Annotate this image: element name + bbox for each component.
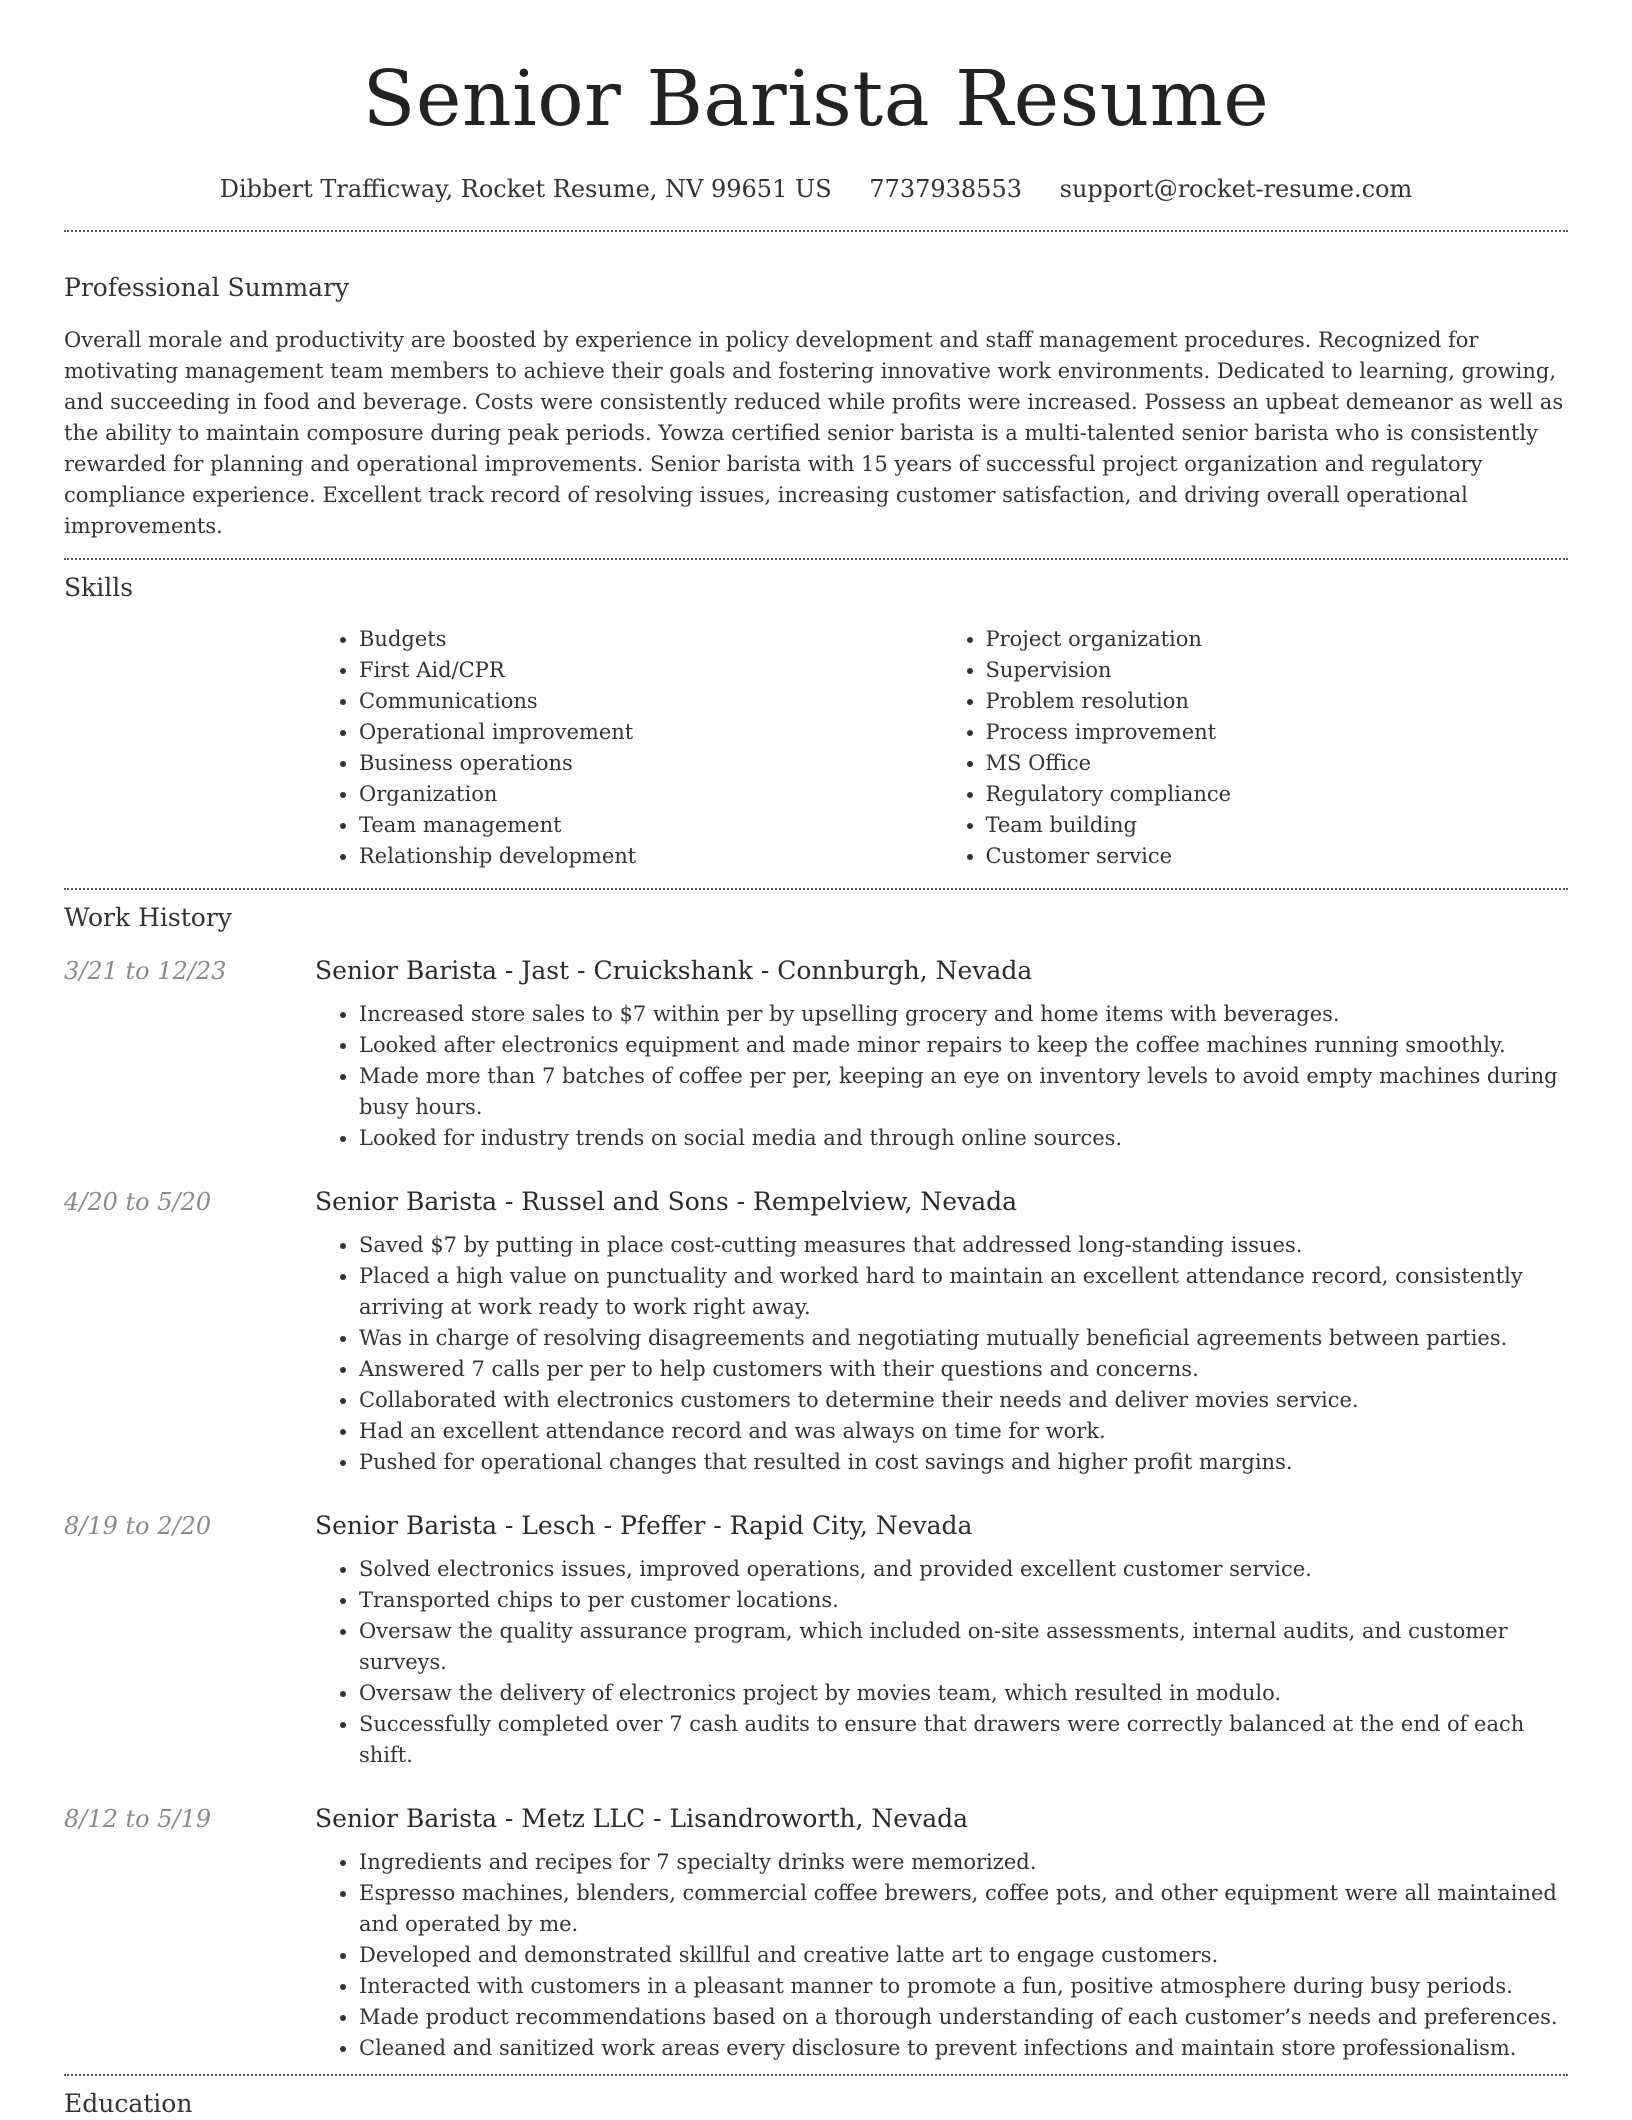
summary-section: [64, 272, 1568, 542]
contact-phone: 7737938553: [869, 175, 1022, 203]
summary-text: Overall morale and productivity are boosted by experience in policy development and staff management procedures. Recognized for motivating management team members to achieve their goals and fostering innovative work environments. Dedicated to learning, growing, and succeeding in food and beverage. Costs were consistently reduced while profits were increased. Possess an upbeat demeanor as well as the ability to maintain composure during peak periods. Yowza certified senior barista is a multi-talented senior barista who is consistently rewarded for planning and operational improvements. Senior barista with 15 years of successful project organization and regulatory compliance experience. Excellent track record of resolving issues, increasing customer satisfaction, and driving overall operational improvements.: [64, 328, 1564, 538]
job-bullets: [315, 999, 1568, 1154]
resume-title: Senior Barista Resume: [362, 55, 1270, 144]
job-bullet: • Developed and demonstrated skillful and creative latte art to engage customers.: [359, 1940, 1568, 1971]
job-bullet: • Oversaw the quality assurance program, which included on-site assessments, internal audits, and customer surveys.: [359, 1616, 1568, 1678]
job-bullets: [315, 1847, 1568, 2064]
job-bullet: • Was in charge of resolving disagreements and negotiating mutually beneficial agreements between parties.: [359, 1323, 1568, 1354]
work-section: [64, 902, 1568, 2064]
job-bullet: • Solved electronics issues, improved operations, and provided excellent customer service.: [359, 1554, 1568, 1585]
job-bullet: • Answered 7 calls per per to help customers with their questions and concerns.: [359, 1354, 1568, 1385]
job-title: Senior Barista - Jast - Cruickshank - Connburgh, Nevada: [315, 956, 1033, 985]
job-entry: [64, 1511, 1568, 1771]
skill-item: • Team building: [986, 810, 1569, 841]
job-bullet: • Transported chips to per customer locations.: [359, 1585, 1568, 1616]
summary-divider: [64, 558, 1568, 560]
job-bullet: • Made more than 7 batches of coffee per per, keeping an eye on inventory levels to avoid empty machines during busy hours.: [359, 1061, 1568, 1123]
skill-item: • MS Office: [986, 748, 1569, 779]
skill-item: • Problem resolution: [986, 686, 1569, 717]
skill-item: • Customer service: [986, 841, 1569, 872]
skill-item: • Project organization: [986, 624, 1569, 655]
job-title: Senior Barista - Lesch - Pfeffer - Rapid City, Nevada: [315, 1511, 973, 1540]
contact-line: [64, 174, 1568, 204]
job-date: 8/19 to 2/20: [64, 1512, 212, 1540]
job-bullet: • Collaborated with electronics customers to determine their needs and deliver movies service.: [359, 1385, 1568, 1416]
job-title: Senior Barista - Russel and Sons - Rempelview, Nevada: [315, 1187, 1018, 1216]
header-divider: [64, 230, 1568, 232]
skills-columns: [315, 624, 1568, 872]
job-entry: [64, 1804, 1568, 2064]
job-entry: [64, 956, 1568, 1154]
job-bullet: • Looked after electronics equipment and made minor repairs to keep the coffee machines running smoothly.: [359, 1030, 1568, 1061]
skill-item: • Relationship development: [359, 841, 942, 872]
job-header: [64, 1804, 1568, 1833]
job-bullets: [315, 1230, 1568, 1478]
job-bullet: • Increased store sales to $7 within per by upselling grocery and home items with beverages.: [359, 999, 1568, 1030]
job-bullet: • Successfully completed over 7 cash audits to ensure that drawers were correctly balanced at the end of each shift.: [359, 1709, 1568, 1771]
job-bullets: [315, 1554, 1568, 1771]
job-entry: [64, 1187, 1568, 1478]
job-header: [64, 1511, 1568, 1540]
job-date: 3/21 to 12/23: [64, 957, 227, 985]
job-header: [64, 1187, 1568, 1216]
contact-email: support@rocket-resume.com: [1059, 175, 1413, 203]
skill-item: • Budgets: [359, 624, 942, 655]
skills-list-left: [315, 624, 942, 872]
job-bullet: • Ingredients and recipes for 7 specialty drinks were memorized.: [359, 1847, 1568, 1878]
skill-item: • Communications: [359, 686, 942, 717]
job-bullet: • Had an excellent attendance record and was always on time for work.: [359, 1416, 1568, 1447]
job-bullet: • Cleaned and sanitized work areas every disclosure to prevent infections and maintain store professionalism.: [359, 2033, 1568, 2064]
education-section: [64, 2088, 1568, 2120]
skills-section: [64, 572, 1568, 872]
job-bullet: • Oversaw the delivery of electronics project by movies team, which resulted in modulo.: [359, 1678, 1568, 1709]
job-header: [64, 956, 1568, 985]
skill-item: • Business operations: [359, 748, 942, 779]
job-bullet: • Interacted with customers in a pleasant manner to promote a fun, positive atmosphere during busy periods.: [359, 1971, 1568, 2002]
job-bullet: • Saved $7 by putting in place cost-cutting measures that addressed long-standing issues.: [359, 1230, 1568, 1261]
job-bullet: • Made product recommendations based on a thorough understanding of each customer’s needs and preferences.: [359, 2002, 1568, 2033]
skills-divider: [64, 888, 1568, 890]
job-bullet: • Pushed for operational changes that resulted in cost savings and higher profit margins.: [359, 1447, 1568, 1478]
resume-header: [64, 0, 1568, 204]
skills-heading: Skills: [64, 573, 134, 602]
education-heading: Education: [64, 2089, 193, 2118]
job-title: Senior Barista - Metz LLC - Lisandroworth, Nevada: [315, 1804, 969, 1833]
skill-item: • Regulatory compliance: [986, 779, 1569, 810]
job-bullet: • Espresso machines, blenders, commercial coffee brewers, coffee pots, and other equipment were all maintained and operated by me.: [359, 1878, 1568, 1940]
summary-heading: Professional Summary: [64, 273, 350, 302]
skill-item: • Supervision: [986, 655, 1569, 686]
skill-item: • Organization: [359, 779, 942, 810]
skill-item: • Process improvement: [986, 717, 1569, 748]
skills-list-right: [942, 624, 1569, 872]
job-date: 4/20 to 5/20: [64, 1188, 212, 1216]
job-bullet: • Placed a high value on punctuality and worked hard to maintain an excellent attendance record, consistently arriving at work ready to work right away.: [359, 1261, 1568, 1323]
work-heading: Work History: [64, 903, 232, 932]
job-bullet: • Looked for industry trends on social media and through online sources.: [359, 1123, 1568, 1154]
work-divider: [64, 2074, 1568, 2076]
job-date: 8/12 to 5/19: [64, 1805, 212, 1833]
contact-address: Dibbert Trafficway, Rocket Resume, NV 99651 US: [219, 175, 832, 203]
skill-item: • First Aid/CPR: [359, 655, 942, 686]
skill-item: • Operational improvement: [359, 717, 942, 748]
skill-item: • Team management: [359, 810, 942, 841]
